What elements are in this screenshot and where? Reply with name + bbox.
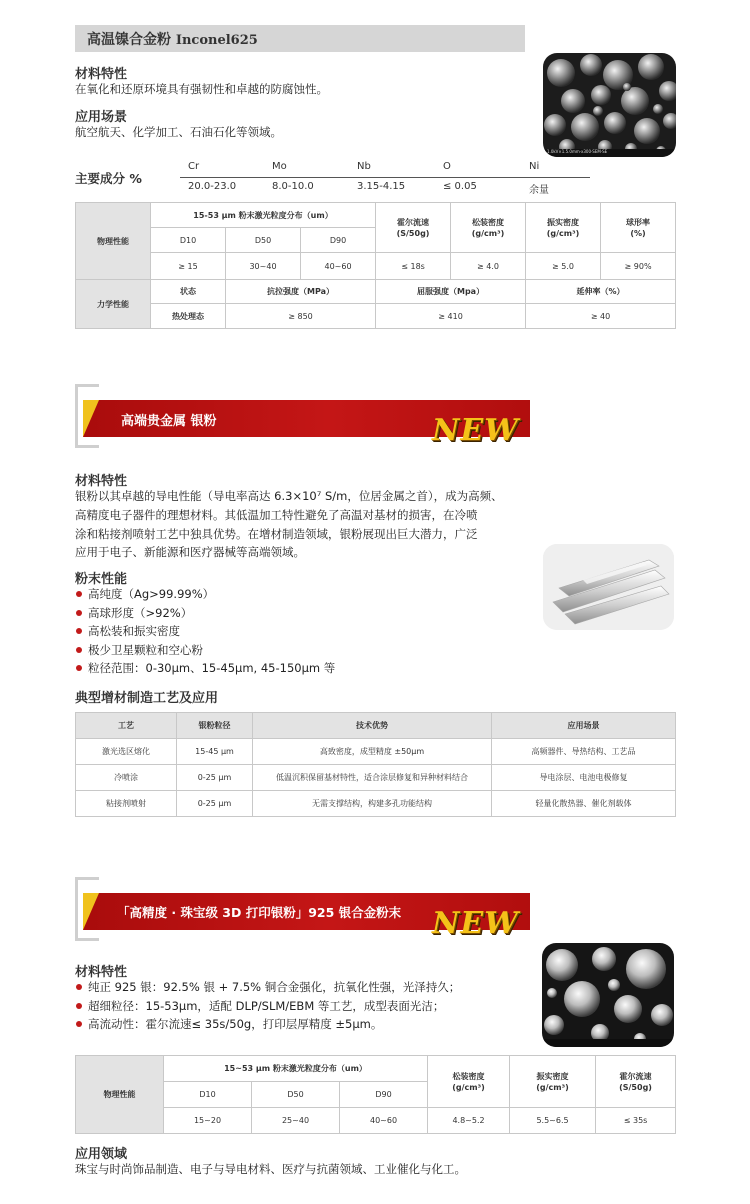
cell: 激光选区熔化 xyxy=(76,739,177,765)
sem-caption: 1.0kV×1.5.0mm·x300·SEM·SE xyxy=(547,149,608,154)
silver-process-table xyxy=(75,712,676,817)
cell: 轻量化散热器、催化剂载体 xyxy=(492,791,676,817)
tensile-header: 抗拉强度（MPa） xyxy=(226,280,376,304)
s2-new-badge: NEW xyxy=(432,413,519,448)
s3-app-text: 珠宝与时尚饰品制造、电子与导电材料、医疗与抗菌领域、工业催化与化工。 xyxy=(75,1162,466,1176)
tap-density-value: ≥ 5.0 xyxy=(526,253,601,280)
s3-d50-value: 25~40 xyxy=(252,1108,340,1134)
s3-tap-value: 5.5~6.5 xyxy=(510,1108,596,1134)
inconel-properties-table xyxy=(75,202,676,329)
s3-app-heading: 应用领域 xyxy=(75,1147,128,1162)
s3-material-heading: 材料特性 xyxy=(75,965,128,980)
s3-frame-top xyxy=(75,877,99,880)
s3-d10-value: 15~20 xyxy=(164,1108,252,1134)
comp-element-cr: Cr xyxy=(188,161,200,172)
comp-value-nb: 3.15-4.15 xyxy=(357,181,406,192)
comp-element-nb: Nb xyxy=(357,161,371,172)
cell: 冷喷涂 xyxy=(76,765,177,791)
s3-physical-label: 物理性能 xyxy=(76,1056,164,1134)
d50-value: 30~40 xyxy=(226,253,301,280)
s2-material-line-1: 银粉以其卓越的导电性能（导电率高达 6.3×10⁷ S/m，位居金属之首），成为高频、 xyxy=(75,489,503,503)
s2-bullet-4: 极少卫星颗粒和空心粉 xyxy=(75,641,335,660)
cell: 0-25 μm xyxy=(177,791,253,817)
section1-title-cn: 高温镍合金粉 xyxy=(87,32,171,48)
comp-value-mo: 8.0-10.0 xyxy=(272,181,314,192)
physical-label: 物理性能 xyxy=(76,203,151,280)
psd-header: 15-53 μm 粉末激光粒度分布（um） xyxy=(151,203,376,228)
comp-element-o: O xyxy=(443,161,451,172)
apparent-density-value: ≥ 4.0 xyxy=(451,253,526,280)
s1-material-text: 在氧化和还原环境具有强韧性和卓越的防腐蚀性。 xyxy=(75,82,328,96)
composition-label: 主要成分 % xyxy=(75,171,142,186)
table-row xyxy=(76,739,676,765)
s3-d90-header: D90 xyxy=(340,1082,428,1108)
s2-bullet-3: 高松装和振实密度 xyxy=(75,622,335,641)
application-col-header: 应用场景 xyxy=(492,713,676,739)
s3-tap-header: 振实密度 (g/cm³) xyxy=(510,1056,596,1108)
yield-header: 屈服强度（Mpa） xyxy=(376,280,526,304)
silver925-properties-table xyxy=(75,1055,676,1134)
s3-bullet-3: 高流动性：霍尔流速≤ 35s/50g，打印层厚精度 ±5μm。 xyxy=(75,1015,460,1034)
bullet-dot xyxy=(76,647,82,653)
composition-divider xyxy=(180,177,590,178)
s2-frame-left xyxy=(75,384,78,448)
s2-frame-top xyxy=(75,384,99,387)
d50-header: D50 xyxy=(226,228,301,253)
flow-value: ≤ 18s xyxy=(376,253,451,280)
silver-ingots-image xyxy=(543,544,674,630)
bullet-dot xyxy=(76,610,82,616)
s2-process-heading: 典型增材制造工艺及应用 xyxy=(75,691,219,706)
s1-app-text: 航空航天、化学加工、石油石化等领域。 xyxy=(75,125,282,139)
s2-material-heading: 材料特性 xyxy=(75,474,128,489)
d90-value: 40~60 xyxy=(301,253,376,280)
bullet-dot xyxy=(76,591,82,597)
s3-banner-title: 「高精度 · 珠宝级 3D 打印银粉」925 银合金粉末 xyxy=(117,905,402,920)
d10-header: D10 xyxy=(151,228,226,253)
sphericity-value: ≥ 90% xyxy=(601,253,676,280)
s3-bullet-1: 纯正 925 银：92.5% 银 + 7.5% 铜合金强化，抗氧化性强，光泽持久； xyxy=(75,978,460,997)
cell: 低温沉积保留基材特性，适合涂层修复和异种材料结合 xyxy=(253,765,492,791)
comp-value-ni: 余量 xyxy=(529,185,549,196)
s2-material-line-4: 应用于电子、新能源和医疗器械等高端领域。 xyxy=(75,545,305,559)
bullet-dot xyxy=(76,628,82,634)
s3-d10-header: D10 xyxy=(164,1082,252,1108)
size-col-header: 银粉粒径 xyxy=(177,713,253,739)
comp-value-o: ≤ 0.05 xyxy=(443,181,477,192)
apparent-density-header: 松装密度 (g/cm³) xyxy=(451,203,526,253)
s3-flow-value: ≤ 35s xyxy=(596,1108,676,1134)
table-row xyxy=(76,765,676,791)
s2-frame-bottom xyxy=(75,445,99,448)
bullet-dot xyxy=(76,665,82,671)
s3-d50-header: D50 xyxy=(252,1082,340,1108)
bullet-dot xyxy=(76,984,82,990)
s3-frame-left xyxy=(75,877,78,941)
cell: 15-45 μm xyxy=(177,739,253,765)
comp-value-cr: 20.0-23.0 xyxy=(188,181,237,192)
mechanical-label: 力学性能 xyxy=(76,280,151,329)
s3-feature-list xyxy=(75,978,460,1034)
s2-powder-list xyxy=(75,585,335,678)
section1-title xyxy=(87,29,258,49)
cell: 高致密度，成型精度 ±50μm xyxy=(253,739,492,765)
s3-apparent-value: 4.8~5.2 xyxy=(428,1108,510,1134)
cell: 0-25 μm xyxy=(177,765,253,791)
advantage-col-header: 技术优势 xyxy=(253,713,492,739)
comp-element-ni: Ni xyxy=(529,161,540,172)
sphericity-header: 球形率 (%) xyxy=(601,203,676,253)
cell: 导电涂层、电池电极修复 xyxy=(492,765,676,791)
s1-app-heading: 应用场景 xyxy=(75,110,128,125)
bullet-dot xyxy=(76,1003,82,1009)
s2-banner-title: 高端贵金属 银粉 xyxy=(121,414,217,429)
flow-header: 霍尔流速 (S/50g) xyxy=(376,203,451,253)
s2-banner-gold-wedge xyxy=(83,400,99,437)
s3-banner-gold-wedge xyxy=(83,893,99,930)
s3-psd-header: 15~53 μm 粉末激光粒度分布（um） xyxy=(164,1056,428,1082)
s3-bullet-2: 超细粒径：15-53μm，适配 DLP/SLM/EBM 等工艺，成型表面光洁； xyxy=(75,997,460,1016)
s2-bullet-1: 高纯度（Ag>99.99%） xyxy=(75,585,335,604)
s2-bullet-5: 粒径范围：0-30μm、15-45μm, 45-150μm 等 xyxy=(75,659,335,678)
section1-title-en: Inconel625 xyxy=(175,33,258,48)
s3-flow-header: 霍尔流速 (S/50g) xyxy=(596,1056,676,1108)
bullet-dot xyxy=(76,1021,82,1027)
s2-powder-heading: 粉末性能 xyxy=(75,572,128,587)
s2-bullet-2: 高球形度（>92%） xyxy=(75,604,335,623)
inconel-powder-sem-image xyxy=(543,53,676,157)
s1-material-heading: 材料特性 xyxy=(75,67,128,82)
cell: 粘接剂喷射 xyxy=(76,791,177,817)
elongation-header: 延伸率（%） xyxy=(526,280,676,304)
state-header: 状态 xyxy=(151,280,226,304)
d90-header: D90 xyxy=(301,228,376,253)
heat-treated-label: 热处理态 xyxy=(151,304,226,329)
s3-frame-bottom xyxy=(75,938,99,941)
comp-element-mo: Mo xyxy=(272,161,287,172)
d10-value: ≥ 15 xyxy=(151,253,226,280)
s3-apparent-header: 松装密度 (g/cm³) xyxy=(428,1056,510,1108)
table-row xyxy=(76,791,676,817)
s3-d90-value: 40~60 xyxy=(340,1108,428,1134)
cell: 无需支撑结构，构建多孔功能结构 xyxy=(253,791,492,817)
process-col-header: 工艺 xyxy=(76,713,177,739)
tap-density-header: 振实密度 (g/cm³) xyxy=(526,203,601,253)
s2-material-line-2: 高精度电子器件的理想材料。其低温加工特性避免了高温对基材的损害，在冷喷 xyxy=(75,508,478,522)
tensile-value: ≥ 850 xyxy=(226,304,376,329)
elongation-value: ≥ 40 xyxy=(526,304,676,329)
s3-new-badge: NEW xyxy=(432,906,519,941)
cell: 高频器件、导热结构、工艺品 xyxy=(492,739,676,765)
silver-alloy-sem-image xyxy=(542,943,674,1047)
s2-material-line-3: 涂和粘接剂喷射工艺中独具优势。在增材制造领域，银粉展现出巨大潜力，广泛 xyxy=(75,527,478,541)
yield-value: ≥ 410 xyxy=(376,304,526,329)
